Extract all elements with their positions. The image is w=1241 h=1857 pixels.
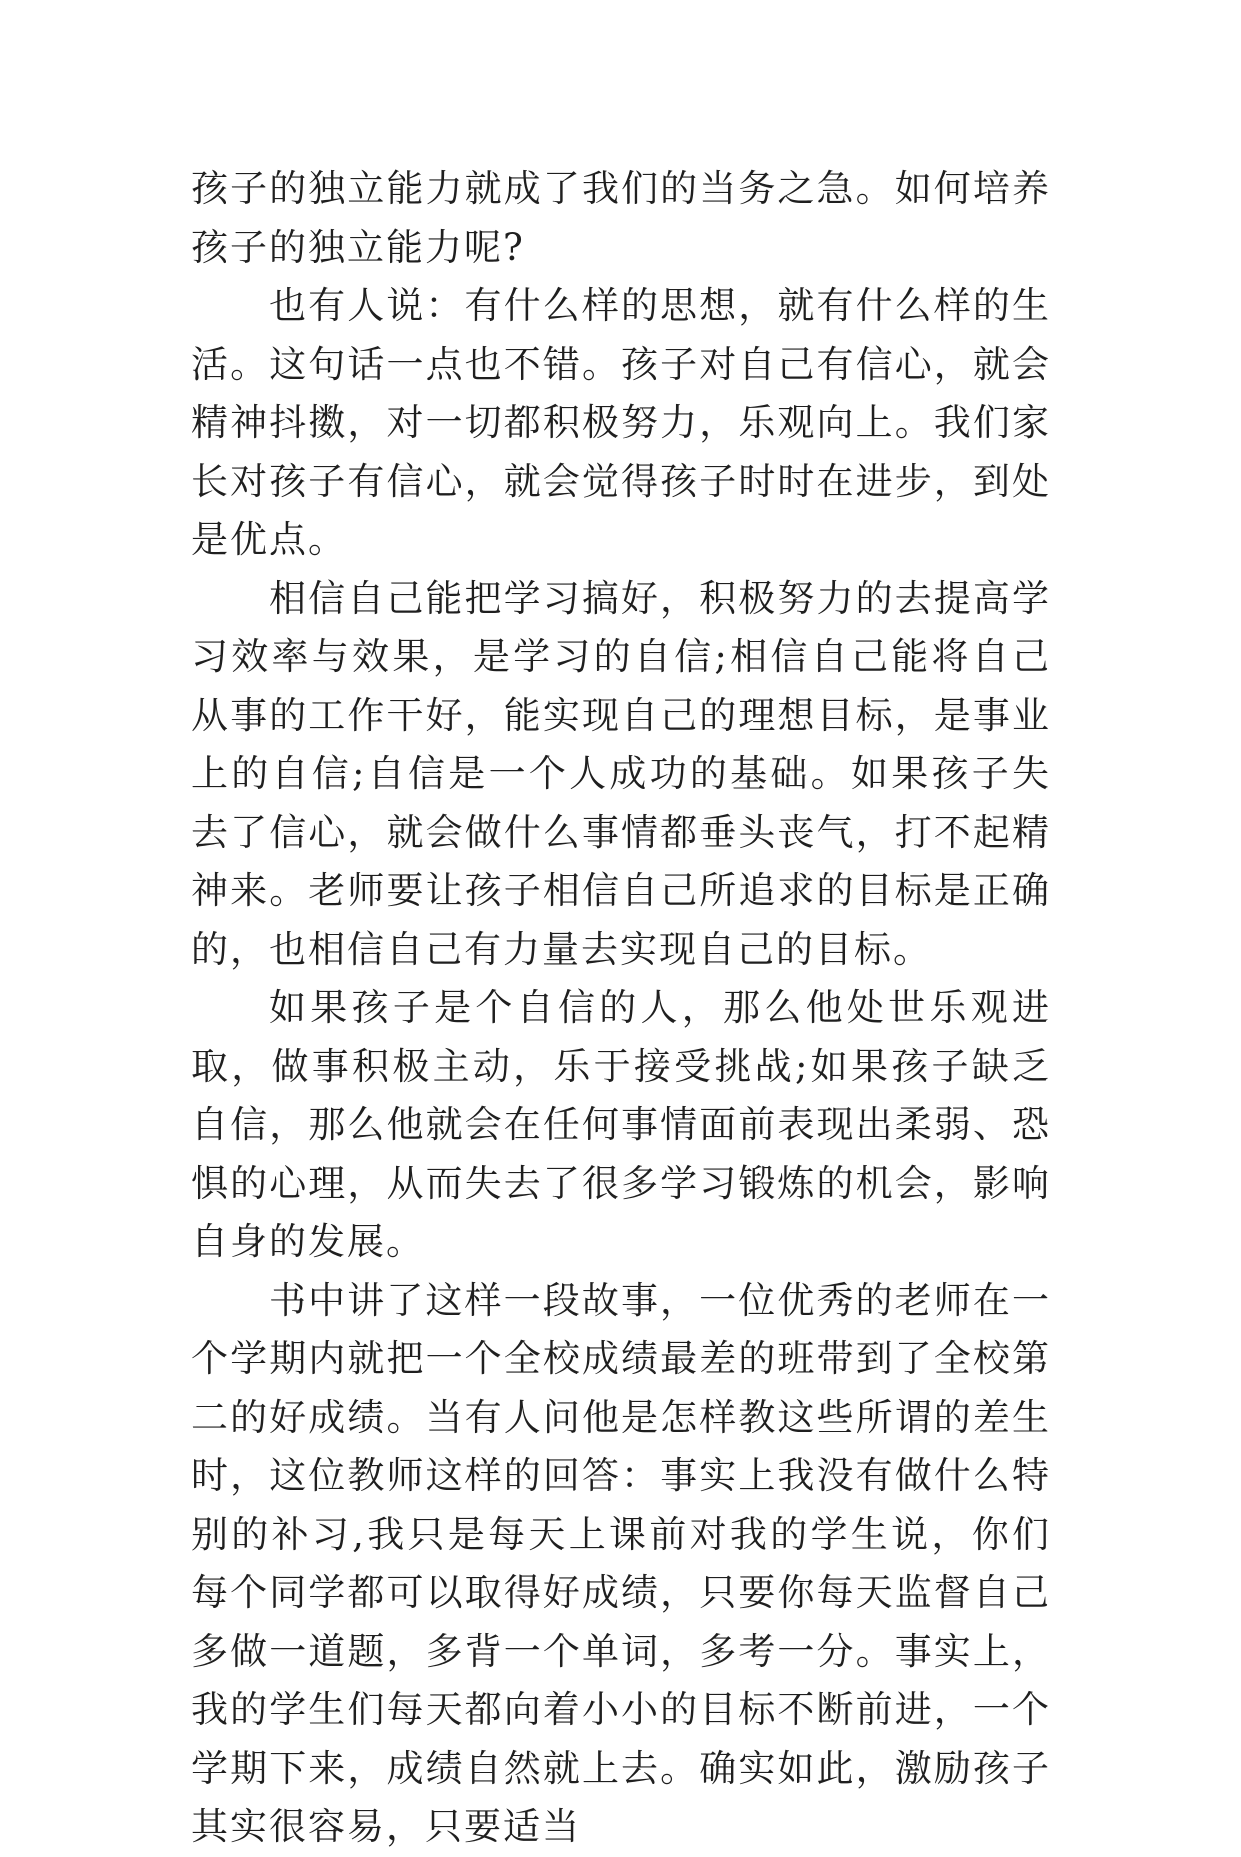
paragraph-4: 如果孩子是个自信的人，那么他处世乐观进取，做事积极主动，乐于接受挑战;如果孩子缺乏自信，那么他就会在任何事情面前表现出柔弱、恐惧的心理，从而失去了很多学习锻炼的机会，影响自身的发展。 — [191, 986, 1051, 1263]
paragraph-3: 相信自己能把学习搞好，积极努力的去提高学习效率与效果，是学习的自信;相信自己能将自己从事的工作干好，能实现自己的理想目标，是事业上的自信;自信是一个人成功的基础。如果孩子失去了信心，就会做什么事情都垂头丧气，打不起精神来。老师要让孩子相信自己所追求的目标是正确的，也相信自己有力量去实现自己的目标。 — [191, 576, 1051, 971]
document-body — [191, 160, 1051, 1857]
paragraph-1: 孩子的独立能力就成了我们的当务之急。如何培养孩子的独立能力呢? — [191, 167, 1051, 269]
paragraph-2: 也有人说：有什么样的思想，就有什么样的生活。这句话一点也不错。孩子对自己有信心，就会精神抖擞，对一切都积极努力，乐观向上。我们家长对孩子有信心，就会觉得孩子时时在进步，到处是优点。 — [191, 284, 1051, 561]
paragraph-5: 书中讲了这样一段故事，一位优秀的老师在一个学期内就把一个全校成绩最差的班带到了全校第二的好成绩。当有人问他是怎样教这些所谓的差生时，这位教师这样的回答：事实上我没有做什么特别的补习,我只是每天上课前对我的学生说，你们每个同学都可以取得好成绩，只要你每天监督自己多做一道题，多背一个单词，多考一分。事实上，我的学生们每天都向着小小的目标不断前进，一个学期下来，成绩自然就上去。确实如此，激励孩子其实很容易，只要适当 — [191, 1278, 1051, 1848]
